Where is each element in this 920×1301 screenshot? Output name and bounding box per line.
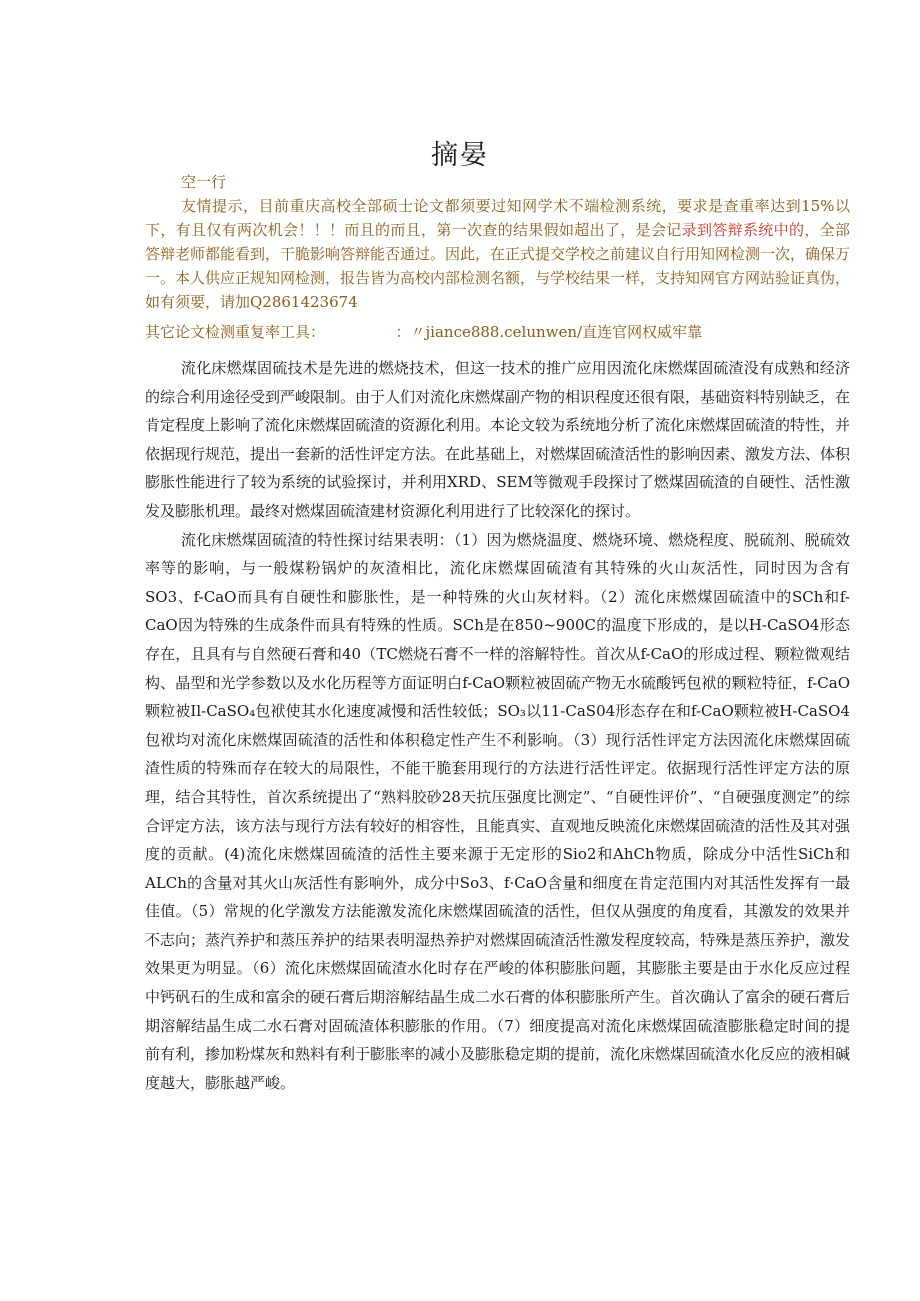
blank-line-marker: 空一行: [181, 173, 227, 191]
tools-line: [145, 320, 850, 344]
warning-highlight: 录到答辩系统中的: [681, 221, 805, 239]
notice-block: [145, 170, 850, 314]
abstract-paragraph: 流化床燃煤固硫技术是先进的燃烧技术，但这一技术的推广应用因流化床燃煤固硫渣没有成熟和经济的综合利用途径受到严峻限制。由于人们对流化床燃煤副产物的相识程度还很有限，基础资料特别缺乏，在肯定程度上影响了流化床燃煤固硫渣的资源化利用。本论文较为系统地分析了流化床燃煤固硫渣的特性，并依据现行规范，提出一套新的活性评定方法。在此基础上，对燃煤固硫渣活性的影响因素、激发方法、体积膨胀性能进行了较为系统的试验探讨，并利用XRD、SEM等微观手段探讨了燃煤固硫渣的自硬性、活性激发及膨胀机理。最终对燃煤固硫渣建材资源化利用进行了比较深化的探讨。: [145, 359, 851, 520]
abstract-body: [145, 354, 850, 1097]
tools-label: 其它论文检测重复率工具：: [145, 323, 318, 341]
warning-text-part2: ，全部答辩老师都能看到，干脆影响答辩能否通过。因此，在正式提交学校之前建议自行用知网检测一次，确保万一。本人供应正规知网检测，报告皆为高校内部检测名额，与学校结果一样，支持知网官方网站验证真伪，如有须要，请加Q2861423674: [145, 221, 851, 311]
tools-url: ：〃jiance888.celunwen/直连官网权威牢靠: [395, 323, 703, 341]
abstract-paragraph: 流化床燃煤固硫渣的特性探讨结果表明：（1）因为燃烧温度、燃烧环境、燃烧程度、脱硫剂、脱硫效率等的影响，与一般煤粉锅炉的灰渣相比，流化床燃煤固硫渣有其特殊的火山灰活性，同时因为含有SO3、f-CaO而具有自硬性和膨胀性，是一种特殊的火山灰材料。（2）流化床燃煤固硫渣中的SCh和f-CaO因为特殊的生成条件而具有特殊的性质。SCh是在850~900C的温度下形成的，是以H-CaSO4形态存在，且具有与自然硬石膏和40（TC燃烧石膏不一样的溶解特性。首次从f-CaO的形成过程、颗粒微观结构、晶型和光学参数以及水化历程等方面证明白f-CaO颗粒被固硫产物无水硫酸钙包袱的颗粒特征，f-CaO颗粒被Il-CaSO₄包袱使其水化速度减慢和活性较低；SO₃以11-CaS04形态存在和f-CaO颗粒被H-CaSO4包袱均对流化床燃煤固硫渣的活性和体积稳定性产生不利影响。（3）现行活性评定方法因流化床燃煤固硫渣性质的特殊而存在较大的局限性，不能干脆套用现行的方法进行活性评定。依据现行活性评定方法的原理，结合其特性，首次系统提出了“熟料胶砂28天抗压强度比测定”、“自硬性评价”、“自硬强度测定”的综合评定方法，该方法与现行方法有较好的相容性，且能真实、直观地反映流化床燃煤固硫渣的活性及其对强度的贡献。(4)流化床燃煤固硫渣的活性主要来源于无定形的Sio2和AhCh物质，除成分中活性SiCh和ALCh的含量对其火山灰活性有影响外，成分中So3、f·CaO含量和细度在肯定范围内对其活性发挥有一最佳值。（5）常规的化学激发方法能激发流化床燃煤固硫渣的活性，但仅从强度的角度看，其激发的效果并不志向；蒸汽养护和蒸压养护的结果表明湿热养护对燃煤固硫渣活性激发程度较高，特殊是蒸压养护，激发效果更为明显。（6）流化床燃煤固硫渣水化时存在严峻的体积膨胀问题，其膨胀主要是由于水化反应过程中钙矾石的生成和富余的硬石膏后期溶解结晶生成二水石膏的体积膨胀所产生。首次确认了富余的硬石膏后期溶解结晶生成二水石膏对固硫渣体积膨胀的作用。（7）细度提高对流化床燃煤固硫渣膨胀稳定时间的提前有利，掺加粉煤灰和熟料有利于膨胀率的减小及膨胀稳定期的提前，流化床燃煤固硫渣水化反应的液相碱度越大，膨胀越严峻。: [145, 530, 851, 1092]
page-title: 摘晏: [431, 140, 489, 171]
warning-text-part1: 友情提示，目前重庆高校全部硕士论文都须要过知网学术不端检测系统，要求是查重率达到15%以下，有且仅有两次机会！！！而且的而且，第一次查的结果假如超出了，是会记: [145, 197, 850, 239]
plagiarism-warning: [145, 194, 850, 314]
